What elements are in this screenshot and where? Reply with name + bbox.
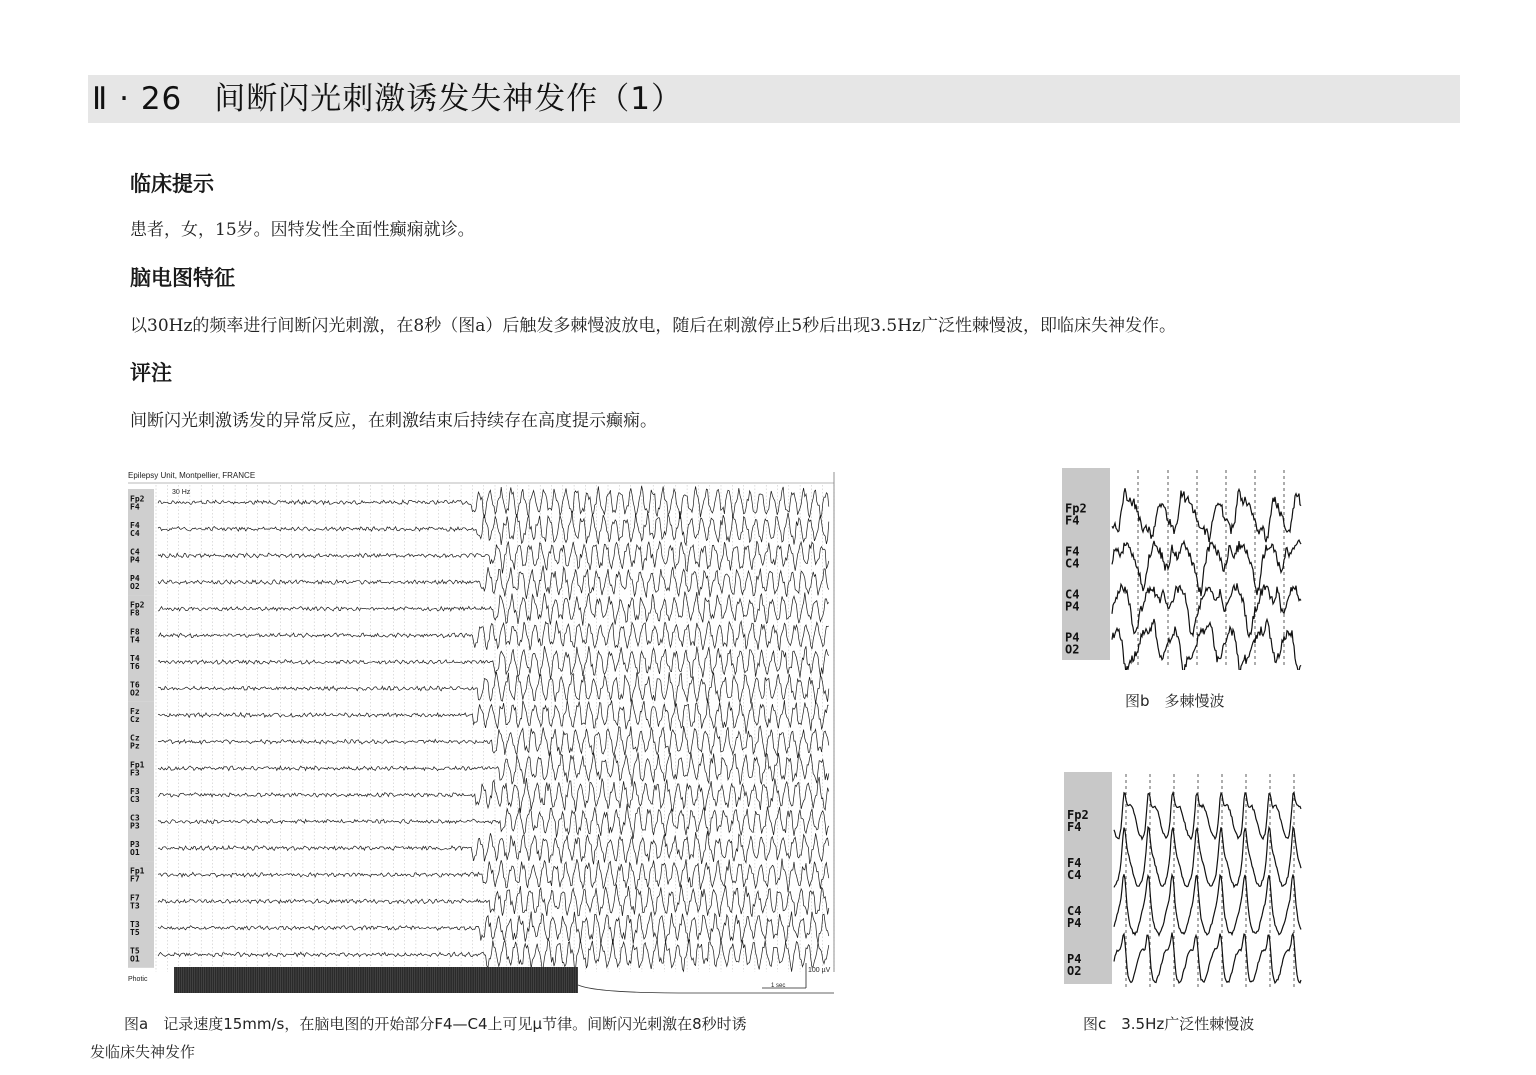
channel-label-bottom: T5 [130,927,140,937]
figure-a-eeg-trace [126,467,838,997]
channel-label-top: Fp2 [1067,808,1089,822]
eeg-trace [158,592,829,626]
amplitude-scale-label: 100 µV [808,967,831,974]
page-title: Ⅱ · 26 间断闪光刺激诱发失神发作（1） [92,81,683,117]
channel-label-top: Fp2 [1065,501,1087,516]
channel-label-bottom: P4 [130,555,140,565]
eeg-trace [1114,827,1301,887]
channel-label-bottom: O2 [130,688,140,698]
channel-label-top: C4 [1065,587,1080,602]
eeg-trace [158,566,829,601]
eeg-trace [1114,874,1301,935]
channel-label-bottom: C4 [1065,556,1080,571]
channel-label-bottom: F4 [130,502,140,512]
channel-label-top: F8 [130,627,140,637]
channel-label-top: F3 [130,786,140,796]
eeg-trace [158,646,829,679]
channel-label-top: T3 [130,919,140,929]
figure-a-caption-line2: 发临床失神发作 [90,1043,196,1061]
channel-label-bottom: T4 [130,635,140,645]
channel-label-top: Fp1 [130,866,145,876]
channel-label-bottom: T3 [130,901,140,911]
figure-b-caption: 图b 多棘慢波 [1125,692,1225,710]
channel-label-bottom: C4 [130,528,140,538]
eeg-trace [158,672,829,707]
channel-label-top: Fz [130,707,140,717]
photic-baseline [578,985,834,993]
channel-label-top: T4 [130,653,140,663]
channel-label-bottom: O1 [130,848,140,858]
channel-label-bottom: C4 [1067,868,1082,882]
channel-label-bottom: O2 [1067,964,1082,978]
channel-label-bottom: O2 [130,582,140,592]
eeg-trace [1112,619,1301,670]
section-text-eeg: 以30Hz的频率进行间断闪光刺激，在8秒（图a）后触发多棘慢波放电，随后在刺激停止5秒后出现3.5Hz广泛性棘慢波，即临床失神发作。 [130,316,1176,336]
eeg-trace [158,541,829,573]
photic-stimulus-bar [174,967,578,993]
eeg-trace [158,939,829,972]
eeg-trace [158,859,829,893]
section-text-comment: 间断闪光刺激诱发的异常反应，在刺激结束后持续存在高度提示癫痫。 [130,411,657,431]
section-heading-clinical: 临床提示 [130,172,214,196]
photic-label: Photic [128,976,148,983]
channel-label-bottom: F8 [130,608,140,618]
figure-c-eeg-trace [1064,772,1304,994]
channel-label-bottom: F3 [130,768,140,778]
figure-a-header-text: Epilepsy Unit, Montpellier, FRANCE [128,471,256,480]
time-scale-label: 1 sec [771,983,786,989]
channel-label-top: F4 [1065,544,1080,559]
channel-label-top: P4 [130,574,140,584]
channel-label-bottom: O2 [1065,642,1080,657]
section-heading-eeg: 脑电图特征 [130,266,235,290]
channel-label-bottom: F4 [1067,820,1082,834]
eeg-trace [158,621,829,651]
channel-label-top: F4 [1067,856,1082,870]
channel-label-top: Fp1 [130,760,145,770]
channel-label-bottom: Pz [130,741,140,751]
channel-label-top: Fp2 [130,494,145,504]
channel-label-top: F7 [130,893,140,903]
eeg-trace [158,726,829,758]
figure-a [126,467,838,997]
channel-label-top: C4 [1067,904,1082,918]
eeg-trace [158,804,829,839]
channel-label-top: Cz [130,733,140,743]
section-text-clinical: 患者，女，15岁。因特发性全面性癫痫就诊。 [130,220,475,240]
channel-label-bottom: P4 [1065,599,1080,614]
channel-label-bottom: F4 [1065,513,1080,528]
eeg-trace [158,511,829,545]
channel-label-top: T6 [130,680,140,690]
eeg-trace [158,486,829,519]
figure-b [1062,468,1304,670]
figure-c [1064,772,1304,994]
channel-label-bottom: Cz [130,715,140,725]
eeg-trace [158,884,829,917]
channel-label-top: P3 [130,840,140,850]
channel-label-top: C4 [130,547,140,557]
channel-label-bottom: C3 [130,794,140,804]
channel-label-top: P4 [1067,952,1082,966]
section-heading-comment: 评注 [130,361,172,385]
channel-label-bottom: P3 [130,821,140,831]
channel-label-top: T5 [130,946,140,956]
eeg-trace [1112,488,1301,542]
eeg-trace [158,912,829,945]
figure-a-stim-label: 30 Hz [172,489,191,496]
channel-label-top: P4 [1065,630,1080,645]
channel-label-bottom: P4 [1067,916,1082,930]
eeg-trace [158,777,829,813]
channel-label-bottom: T6 [130,661,140,671]
figure-a-caption-line1: 图a 记录速度15mm/s，在脑电图的开始部分F4—C4上可见μ节律。间断闪光刺激在8秒时诱 [124,1015,747,1033]
eeg-trace [1114,933,1301,983]
channel-label-bottom: F7 [130,874,140,884]
eeg-trace [1114,792,1301,839]
channel-label-top: Fp2 [130,600,145,610]
figure-b-eeg-trace [1062,468,1304,670]
channel-label-top: C3 [130,813,140,823]
figure-c-caption: 图c 3.5Hz广泛性棘慢波 [1083,1015,1255,1033]
eeg-trace [1112,540,1301,596]
channel-label-top: F4 [130,520,140,530]
channel-label-bottom: O1 [130,954,140,964]
eeg-trace [158,831,829,865]
